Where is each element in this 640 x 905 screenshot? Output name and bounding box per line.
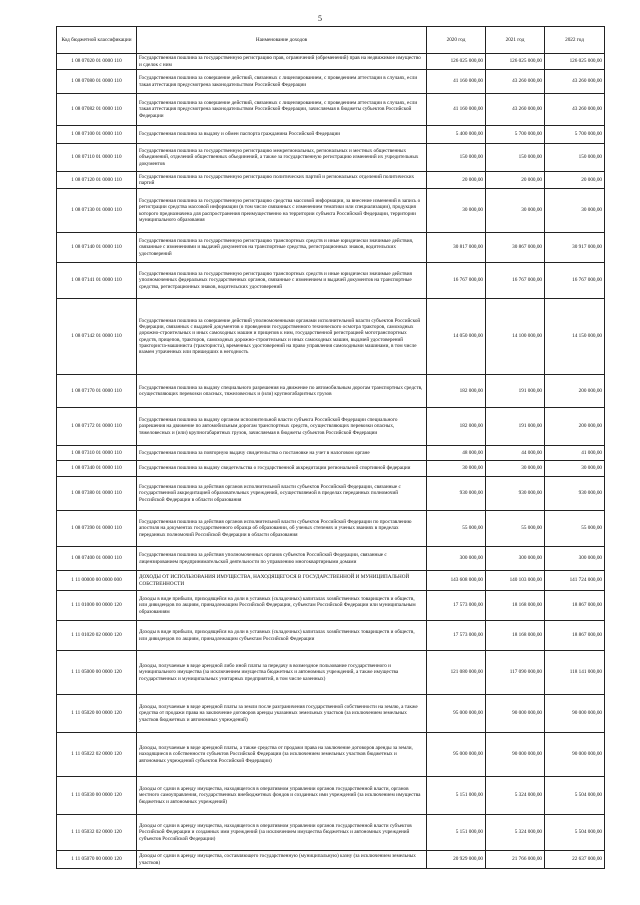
name-cell: Доходы, получаемые в виде арендной платы, а также средства от продажи права на заключение договоров аренды за земли, находящиеся в собственности субъектов Российской Федерации (за исключением земельных участков бюджетных и автономных учреждений субъектов Российской Федерации): [137, 733, 427, 777]
table-row: [57, 651, 605, 695]
value-2021: 44 000,00: [486, 446, 545, 461]
value-2021: 21 766 000,00: [486, 851, 545, 869]
table-header-row: [57, 27, 605, 54]
code-cell: 1 08 07120 01 0000 110: [57, 172, 137, 189]
value-2020: 55 000,00: [427, 511, 486, 547]
name-cell: ДОХОДЫ ОТ ИСПОЛЬЗОВАНИЯ ИМУЩЕСТВА, НАХОДЯЩЕГОСЯ В ГОСУДАРСТВЕННОЙ И МУНИЦИПАЛЬНОЙ СОБСТВЕННОСТИ: [137, 571, 427, 591]
value-2022: 18 867 000,00: [545, 621, 605, 651]
code-cell: 1 11 00000 00 0000 000: [57, 571, 137, 591]
table-row: [57, 446, 605, 461]
value-2020: 5 151 000,00: [427, 815, 486, 851]
value-2022: 90 000 000,00: [545, 733, 605, 777]
name-cell: Государственная пошлина за совершение действий уполномоченными органами исполнительной власти субъектов Российской Федерации, связанных с выдачей документов о проведении государственного технического осмотра тракторов, самоходных дорожно-строительных и иных самоходных машин и прицепов к ним, государственной регистрацией мототранспортных средств, прицепов, тракторов, самоходных дорожно-строительных и иных самоходных машин, выдачей удостоверений тракториста-машиниста (тракториста), временных удостоверений на право управления самоходными машинами, в том числе взамен утраченных или пришедших в негодность: [137, 299, 427, 375]
name-cell: Государственная пошлина за государственную регистрацию межрегиональных, региональных и местных общественных объединений, отделений общественных объединений, а также за государственную регистрацию изменений их учредительных документов: [137, 144, 427, 172]
value-2022: 16 767 000,00: [545, 263, 605, 299]
name-cell: Государственная пошлина за государственную регистрацию прав, ограничений (обременений) прав на недвижимое имущество и сделок с ним: [137, 54, 427, 70]
code-cell: 1 11 05070 00 0000 120: [57, 851, 137, 869]
code-cell: 1 08 07141 01 0000 110: [57, 263, 137, 299]
name-cell: Государственная пошлина за выдачу и обмен паспорта гражданина Российской Федерации: [137, 126, 427, 144]
value-2022: 5 504 000,00: [545, 815, 605, 851]
value-2021: 18 168 000,00: [486, 591, 545, 621]
value-2021: 30 867 000,00: [486, 233, 545, 263]
value-2021: 126 025 000,00: [486, 54, 545, 70]
table-row: [57, 477, 605, 511]
table-row: [57, 189, 605, 233]
value-2020: 126 025 000,00: [427, 54, 486, 70]
value-2020: 20 929 000,00: [427, 851, 486, 869]
value-2022: 200 000,00: [545, 375, 605, 408]
table-row: [57, 263, 605, 299]
value-2021: 150 000,00: [486, 144, 545, 172]
table-row: [57, 695, 605, 733]
code-cell: 1 11 01000 00 0000 120: [57, 591, 137, 621]
table-row: [57, 851, 605, 869]
value-2022: 141 724 000,00: [545, 571, 605, 591]
code-cell: 1 11 01020 02 0000 120: [57, 621, 137, 651]
value-2021: 930 000,00: [486, 477, 545, 511]
name-cell: Доходы в виде прибыли, приходящейся на доли в уставных (складочных) капиталах хозяйственных товариществ и обществ, или дивидендов по акциям, принадлежащим Российской Федерации, субъектам Российской Федерации или муниципальным образованиям: [137, 591, 427, 621]
value-2021: 90 000 000,00: [486, 733, 545, 777]
code-cell: 1 08 07140 01 0000 110: [57, 233, 137, 263]
name-cell: Доходы от сдачи в аренду имущества, находящегося в оперативном управлении органов государственной власти, органов местного самоуправления, государственных внебюджетных фондов и созданных ими учреждений (за исключением имущества бюджетных и автономных учреждений): [137, 777, 427, 815]
table-row: [57, 733, 605, 777]
value-2022: 30 000,00: [545, 461, 605, 477]
table-row: [57, 299, 605, 375]
header-2021: 2021 год: [486, 27, 545, 54]
name-cell: Государственная пошлина за выдачу свидетельства о государственной аккредитации региональной спортивной федерации: [137, 461, 427, 477]
code-cell: 1 11 05032 02 0000 120: [57, 815, 137, 851]
name-cell: Государственная пошлина за совершение действий, связанных с лицензированием, с проведением аттестации в случаях, если такая аттестация предусмотрена законодательством Российской Федерации, зачисляемая в бюджеты субъектов Российской Федерации: [137, 94, 427, 126]
header-code: Код бюджетной классификации: [57, 27, 137, 54]
code-cell: 1 08 07380 01 0000 110: [57, 477, 137, 511]
value-2020: 5 400 000,00: [427, 126, 486, 144]
value-2021: 30 000,00: [486, 189, 545, 233]
value-2020: 48 000,00: [427, 446, 486, 461]
value-2020: 95 000 000,00: [427, 733, 486, 777]
name-cell: Государственная пошлина за государственную регистрацию средства массовой информации, за внесение изменений в запись о регистрации средства массовой информации (в том числе связанных с изменением тематики или специализации), продукция которого предназначена для распространения преимущественно на территории субъекта Российской Федерации, территории муниципального образования: [137, 189, 427, 233]
table-row: [57, 126, 605, 144]
code-cell: 1 08 07130 01 0000 110: [57, 189, 137, 233]
table-row: [57, 233, 605, 263]
code-cell: 1 11 05000 00 0000 120: [57, 651, 137, 695]
value-2022: 43 260 000,00: [545, 94, 605, 126]
name-cell: Государственная пошлина за государственную регистрацию транспортных средств и иные юридически значимые действия, связанные с изменениями и выдачей документов на транспортные средства, регистрационных знаков, водительских удостоверений: [137, 233, 427, 263]
value-2020: 121 080 000,00: [427, 651, 486, 695]
name-cell: Доходы от сдачи в аренду имущества, находящегося в оперативном управлении органов государственной власти субъектов Российской Федерации и созданных ими учреждений (за исключением имущества бюджетных и автономных учреждений субъектов Российской Федерации): [137, 815, 427, 851]
value-2020: 20 000,00: [427, 172, 486, 189]
value-2020: 182 000,00: [427, 375, 486, 408]
code-cell: 1 08 07400 01 0000 110: [57, 547, 137, 571]
code-cell: 1 08 07390 01 0000 110: [57, 511, 137, 547]
name-cell: Государственная пошлина за государственную регистрацию политических партий и региональных отделений политических партий: [137, 172, 427, 189]
code-cell: 1 08 07172 01 0000 110: [57, 408, 137, 446]
name-cell: Доходы от сдачи в аренду имущества, составляющего государственную (муниципальную) казну (за исключением земельных участков): [137, 851, 427, 869]
value-2021: 117 090 000,00: [486, 651, 545, 695]
value-2021: 140 103 000,00: [486, 571, 545, 591]
table-row: [57, 70, 605, 94]
revenue-table: [56, 26, 605, 869]
page-number: 5: [318, 14, 322, 23]
value-2022: 30 000,00: [545, 189, 605, 233]
value-2022: 30 917 000,00: [545, 233, 605, 263]
code-cell: 1 08 07110 01 0000 110: [57, 144, 137, 172]
value-2020: 16 767 000,00: [427, 263, 486, 299]
value-2021: 43 260 000,00: [486, 70, 545, 94]
code-cell: 1 11 05022 02 0000 120: [57, 733, 137, 777]
value-2022: 930 000,00: [545, 477, 605, 511]
name-cell: Доходы в виде прибыли, приходящейся на доли в уставных (складочных) капиталах хозяйственных товариществ и обществ, или дивидендов по акциям, принадлежащим субъектам Российской Федерации: [137, 621, 427, 651]
value-2020: 95 000 000,00: [427, 695, 486, 733]
code-cell: 1 08 07142 01 0000 110: [57, 299, 137, 375]
value-2020: 30 000,00: [427, 189, 486, 233]
name-cell: Государственная пошлина за повторную выдачу свидетельства о постановке на учет в налоговом органе: [137, 446, 427, 461]
value-2021: 191 000,00: [486, 408, 545, 446]
code-cell: 1 11 05030 00 0000 120: [57, 777, 137, 815]
value-2022: 43 260 000,00: [545, 70, 605, 94]
value-2021: 55 000,00: [486, 511, 545, 547]
code-cell: 1 08 07340 01 0000 110: [57, 461, 137, 477]
value-2022: 22 637 000,00: [545, 851, 605, 869]
code-cell: 1 08 07170 01 0000 110: [57, 375, 137, 408]
value-2021: 18 168 000,00: [486, 621, 545, 651]
name-cell: Доходы, получаемые в виде арендной платы за земли после разграничения государственной собственности на землю, а также средства от продажи права на заключение договоров аренды указанных земельных участков (за исключением земельных участков бюджетных и автономных учреждений): [137, 695, 427, 733]
name-cell: Государственная пошлина за государственную регистрацию транспортных средств и иные юридически значимые действия уполномоченных федеральных государственных органов, связанные с изменением и выдачей документов на транспортные средства, регистрационных знаков, водительских удостоверений: [137, 263, 427, 299]
code-cell: 1 08 07080 01 0000 110: [57, 70, 137, 94]
value-2022: 5 504 000,00: [545, 777, 605, 815]
name-cell: Государственная пошлина за совершение действий, связанных с лицензированием, с проведением аттестации в случаях, если такая аттестация предусмотрена законодательством Российской Федерации: [137, 70, 427, 94]
value-2020: 17 573 000,00: [427, 591, 486, 621]
name-cell: Государственная пошлина за действия органов исполнительной власти субъектов Российской Федерации, связанные с государственной аккредитацией образовательных учреждений, осуществляемой в пределах переданных полномочий Российской Федерации в области образования: [137, 477, 427, 511]
table-row: [57, 777, 605, 815]
name-cell: Государственная пошлина за выдачу специального разрешения на движение по автомобильным дорогам транспортных средств, осуществляющих перевозки опасных, тяжеловесных и (или) крупногабаритных грузов: [137, 375, 427, 408]
table-row: [57, 54, 605, 70]
value-2022: 5 700 000,00: [545, 126, 605, 144]
table-row: [57, 511, 605, 547]
value-2021: 5 324 000,00: [486, 815, 545, 851]
value-2022: 41 000,00: [545, 446, 605, 461]
value-2020: 182 000,00: [427, 408, 486, 446]
value-2020: 30 817 000,00: [427, 233, 486, 263]
value-2020: 150 000,00: [427, 144, 486, 172]
value-2022: 300 000,00: [545, 547, 605, 571]
table-row: [57, 172, 605, 189]
value-2021: 20 000,00: [486, 172, 545, 189]
value-2021: 5 700 000,00: [486, 126, 545, 144]
table-row: [57, 591, 605, 621]
value-2020: 143 608 000,00: [427, 571, 486, 591]
value-2020: 14 050 000,00: [427, 299, 486, 375]
value-2022: 200 000,00: [545, 408, 605, 446]
header-name: Наименование доходов: [137, 27, 427, 54]
value-2022: 90 000 000,00: [545, 695, 605, 733]
value-2022: 126 025 000,00: [545, 54, 605, 70]
table-row: [57, 547, 605, 571]
value-2022: 20 000,00: [545, 172, 605, 189]
table-row: [57, 461, 605, 477]
value-2020: 930 000,00: [427, 477, 486, 511]
table-row: [57, 408, 605, 446]
code-cell: 1 11 05020 00 0000 120: [57, 695, 137, 733]
name-cell: Государственная пошлина за действия уполномоченных органов субъектов Российской Федерации, связанные с лицензированием предпринимательской деятельности по управлению многоквартирными домами: [137, 547, 427, 571]
value-2022: 150 000,00: [545, 144, 605, 172]
value-2020: 17 573 000,00: [427, 621, 486, 651]
name-cell: Доходы, получаемые в виде арендной либо иной платы за передачу в возмездное пользование государственного и муниципального имущества (за исключением имущества бюджетных и автономных учреждений, а также имущества государственных и муниципальных унитарных предприятий, в том числе казенных): [137, 651, 427, 695]
table-row: [57, 94, 605, 126]
value-2021: 5 324 000,00: [486, 777, 545, 815]
name-cell: Государственная пошлина за выдачу органом исполнительной власти субъекта Российской Федерации специального разрешения на движение по автомобильным дорогам транспортных средств, осуществляющих перевозки опасных, тяжеловесных и (или) крупногабаритных грузов, зачисляемая в бюджеты субъектов Российской Федерации: [137, 408, 427, 446]
table-row: [57, 375, 605, 408]
value-2021: 16 767 000,00: [486, 263, 545, 299]
code-cell: 1 08 07020 01 0000 110: [57, 54, 137, 70]
value-2020: 41 160 000,00: [427, 94, 486, 126]
value-2021: 300 000,00: [486, 547, 545, 571]
code-cell: 1 08 07310 01 0000 110: [57, 446, 137, 461]
table-row: [57, 571, 605, 591]
value-2020: 5 151 000,00: [427, 777, 486, 815]
value-2021: 90 000 000,00: [486, 695, 545, 733]
table-row: [57, 621, 605, 651]
header-2022: 2022 год: [545, 27, 605, 54]
table-row: [57, 815, 605, 851]
value-2022: 18 867 000,00: [545, 591, 605, 621]
value-2022: 118 141 000,00: [545, 651, 605, 695]
value-2020: 30 000,00: [427, 461, 486, 477]
value-2020: 41 160 000,00: [427, 70, 486, 94]
name-cell: Государственная пошлина за действия органов исполнительной власти субъектов Российской Федерации по проставлению апостиля на документах государственного образца об образовании, об ученых степенях и ученых званиях в пределах переданных полномочий Российской Федерации в области образования: [137, 511, 427, 547]
value-2021: 191 000,00: [486, 375, 545, 408]
code-cell: 1 08 07082 01 0000 110: [57, 94, 137, 126]
value-2021: 43 260 000,00: [486, 94, 545, 126]
value-2020: 300 000,00: [427, 547, 486, 571]
code-cell: 1 08 07100 01 0000 110: [57, 126, 137, 144]
value-2021: 14 100 000,00: [486, 299, 545, 375]
value-2022: 14 150 000,00: [545, 299, 605, 375]
table-row: [57, 144, 605, 172]
value-2021: 30 000,00: [486, 461, 545, 477]
value-2022: 55 000,00: [545, 511, 605, 547]
header-2020: 2020 год: [427, 27, 486, 54]
